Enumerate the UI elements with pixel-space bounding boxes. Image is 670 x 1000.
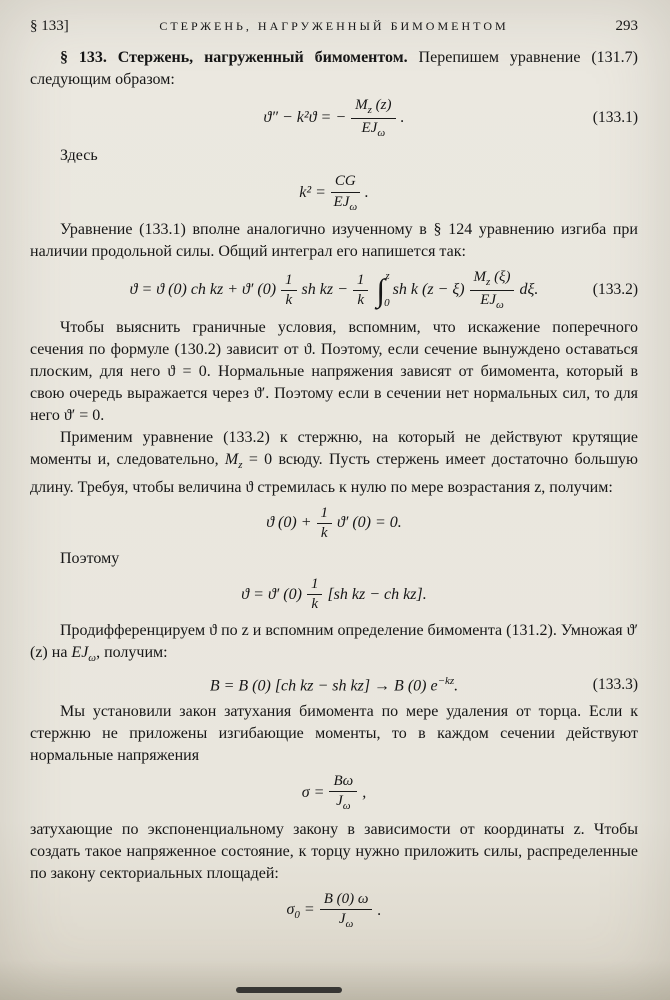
variable-subscript: z bbox=[367, 104, 372, 116]
fraction bbox=[331, 173, 360, 213]
equation-body bbox=[130, 269, 539, 311]
equation-solution bbox=[30, 576, 638, 614]
equation-body bbox=[241, 576, 426, 614]
variable: EJ bbox=[480, 291, 497, 308]
fraction bbox=[353, 272, 369, 310]
paragraph-text: , получим: bbox=[96, 643, 168, 661]
eq-part: ϑ (0) + bbox=[266, 514, 312, 532]
fraction bbox=[320, 891, 373, 931]
integral-upper-limit: z bbox=[385, 270, 390, 283]
variable: EJ bbox=[361, 119, 378, 136]
equation-k-squared bbox=[30, 173, 638, 213]
frac-denominator bbox=[362, 119, 386, 140]
integral-lower-limit: 0 bbox=[384, 297, 390, 310]
variable: σ bbox=[286, 900, 295, 918]
frac-denominator: k bbox=[311, 596, 319, 613]
eq-part: sh k (z − ξ) bbox=[392, 281, 465, 299]
equation-133-1 bbox=[30, 97, 638, 139]
frac-numerator: 1 bbox=[317, 505, 333, 524]
eq-lhs: ϑ″ − k²ϑ = − bbox=[263, 109, 347, 127]
equation-body bbox=[287, 891, 382, 931]
equation-body bbox=[266, 505, 402, 543]
equation-body bbox=[299, 173, 369, 213]
equation-sigma-zero bbox=[30, 891, 638, 931]
integral bbox=[376, 270, 389, 310]
fraction bbox=[470, 269, 515, 311]
paragraph-differentiate bbox=[30, 620, 638, 669]
eq-part: ϑ = ϑ′ (0) bbox=[241, 585, 302, 603]
fraction bbox=[351, 97, 395, 139]
eq-tail: . bbox=[454, 677, 459, 695]
paragraph-decay-law: Мы установили закон затухания бимомента по мере удаления от торца. Если к стержню не приложены изгибающие моменты, то в каждом сечении действуют нормальные напряжения bbox=[30, 703, 638, 765]
frac-denominator: k bbox=[285, 291, 293, 308]
frac-numerator: B (0) ω bbox=[320, 891, 373, 910]
frac-denominator bbox=[336, 792, 350, 813]
equation-body bbox=[263, 97, 404, 139]
frac-denominator bbox=[339, 910, 353, 931]
section-heading: § 133. Стержень, нагруженный бимоментом. bbox=[60, 49, 408, 66]
eq-tail: . bbox=[377, 901, 382, 919]
paragraph-intro bbox=[30, 47, 638, 91]
frac-denominator: k bbox=[320, 524, 328, 541]
frac-numerator bbox=[351, 97, 395, 119]
equation-body bbox=[302, 773, 366, 813]
eq-part: = bbox=[299, 900, 315, 918]
equation-number: (133.2) bbox=[592, 281, 638, 299]
eq-part: (z) bbox=[371, 97, 392, 113]
paragraph-boundary-conditions: Чтобы выяснить граничные условия, вспомним, что искажение поперечного сечения по формуле (130.2) зависит от ϑ. Поэтому, если сечение вынуждено оставаться плоским, для него ϑ = 0. Нормальные напряжения зависят от бимомента, который в свою очередь выражается через ϑ′. Поэтому если в сечении нет нормальных сил, то для него ϑ′ = 0. bbox=[30, 319, 638, 425]
variable-subscript: 0 bbox=[294, 909, 300, 922]
frac-denominator: k bbox=[357, 291, 364, 308]
paragraph-text: Продифференцируем ϑ по z и вспомним определение бимомента (131.2). Умножая ϑ′ (z) на bbox=[30, 621, 638, 661]
frac-numerator: CG bbox=[331, 173, 360, 192]
frac-denominator bbox=[480, 291, 504, 312]
variable: J bbox=[336, 793, 343, 810]
equation-sigma bbox=[30, 773, 638, 813]
eq-tail: . bbox=[400, 109, 405, 127]
paragraph-here: Здесь bbox=[60, 147, 98, 165]
scan-artifact bbox=[236, 987, 342, 993]
frac-denominator bbox=[334, 193, 358, 214]
eq-tail: , bbox=[362, 784, 367, 802]
paragraph-therefore: Поэтому bbox=[60, 550, 120, 568]
eq-part: ϑ = ϑ (0) ch kz + ϑ′ (0) bbox=[129, 281, 277, 299]
variable: EJ bbox=[71, 643, 89, 661]
equation-boundary bbox=[30, 505, 638, 543]
equation-133-2 bbox=[30, 269, 638, 311]
eq-tail: . bbox=[364, 184, 369, 202]
equation-133-3 bbox=[30, 675, 638, 695]
paragraph-general-integral: Уравнение (133.1) вполне аналогично изученному в § 124 уравнению изгиба при наличии продольной силы. Общий интеграл его напишется так: bbox=[30, 221, 638, 261]
frac-numerator: 1 bbox=[353, 272, 369, 291]
eq-part: dξ. bbox=[519, 281, 539, 299]
eq-part: sh kz − bbox=[301, 281, 348, 299]
eq-part: (ξ) bbox=[490, 269, 511, 286]
variable: M bbox=[224, 451, 239, 469]
variable-subscript: z bbox=[486, 276, 491, 289]
fraction bbox=[329, 773, 357, 813]
eq-part: [sh kz − ch kz]. bbox=[327, 585, 427, 603]
equation-number: (133.3) bbox=[592, 675, 638, 693]
variable-subscript: ω bbox=[377, 126, 386, 139]
paragraph-text: Перепишем уравнение (131.7) следующим образом: bbox=[30, 49, 638, 88]
eq-lhs bbox=[287, 901, 315, 921]
eq-part bbox=[210, 675, 458, 695]
frac-numerator: Bω bbox=[329, 773, 357, 792]
eq-lhs: σ = bbox=[301, 784, 325, 802]
frac-numerator bbox=[470, 269, 515, 291]
paragraph-text: Применим уравнение (133.2) к стержню, на который не действуют крутящие моменты и, следовательно, bbox=[30, 429, 638, 469]
page-header bbox=[30, 18, 638, 35]
variable-subscript: z bbox=[238, 459, 243, 472]
eq-part: ϑ′ (0) = 0. bbox=[337, 514, 402, 532]
variable: M bbox=[473, 269, 487, 286]
eq-part: B = B (0) [ch kz − sh kz] → B (0) e bbox=[209, 677, 438, 695]
variable-subscript: ω bbox=[496, 298, 504, 311]
fraction bbox=[317, 505, 333, 543]
variable-subscript: ω bbox=[345, 918, 354, 931]
paragraph-exponential-decay: затухающие по экспоненциальному закону в зависимости от координаты z. Чтобы создать такое напряженное состояние, к торцу нужно приложить силы, распределенные по закону секториальных площадей: bbox=[30, 821, 638, 883]
variable-subscript: ω bbox=[349, 200, 358, 213]
variable: J bbox=[338, 911, 346, 928]
equation-body bbox=[210, 675, 458, 695]
paragraph-text: = 0 всюду. Пусть стержень имеет достаточно большую длину. Требуя, чтобы величина ϑ стремилась к нулю по мере возрастания z, получим: bbox=[30, 451, 638, 496]
exponent: −kz bbox=[437, 674, 455, 687]
paragraph-apply-equation bbox=[30, 427, 638, 498]
equation-number: (133.1) bbox=[592, 109, 638, 127]
frac-numerator: 1 bbox=[307, 576, 323, 595]
variable: M bbox=[355, 97, 368, 113]
frac-numerator: 1 bbox=[281, 272, 297, 291]
integral-icon: ∫ bbox=[376, 272, 386, 309]
header-section-number: § 133] bbox=[30, 18, 69, 34]
integral-limits bbox=[384, 270, 390, 310]
variable-subscript: ω bbox=[342, 800, 351, 813]
variable-subscript: ω bbox=[88, 651, 97, 664]
header-page-number: 293 bbox=[615, 18, 638, 34]
variable: EJ bbox=[333, 193, 350, 210]
fraction bbox=[307, 576, 323, 614]
fraction bbox=[281, 272, 297, 310]
eq-lhs: k² = bbox=[299, 184, 326, 202]
header-running-title: СТЕРЖЕНЬ, НАГРУЖЕННЫЙ БИМОМЕНТОМ bbox=[159, 19, 509, 33]
